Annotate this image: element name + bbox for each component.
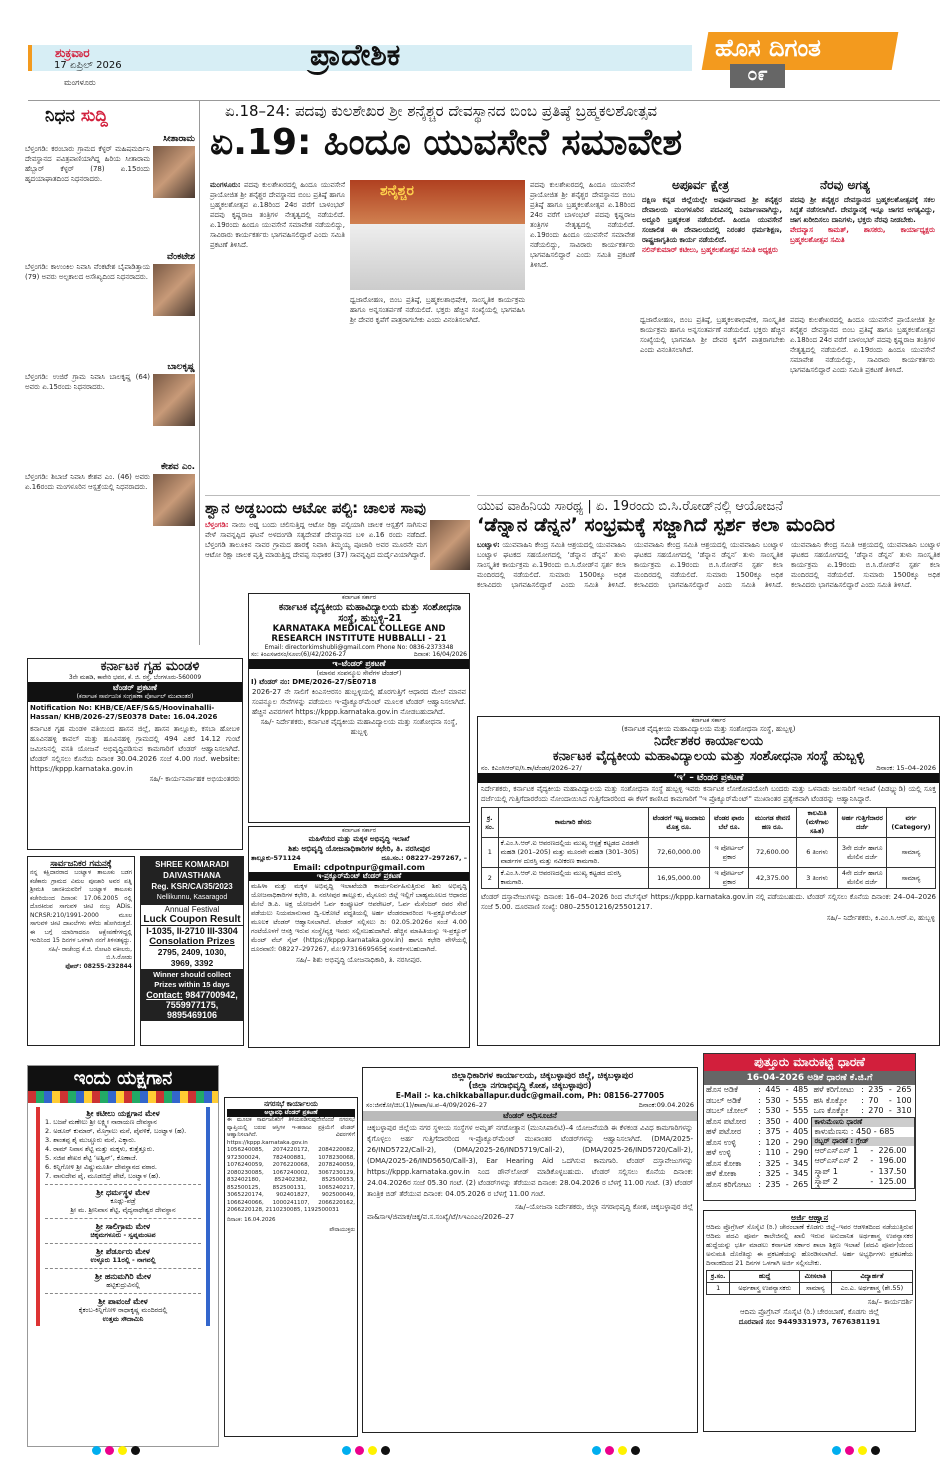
quote-box-2: ನೆರವು ಅಗತ್ಯ ಪದವು ಶ್ರೀ ಶನೈಶ್ಚರ ದೇವಸ್ಥಾನದ ಬ್ರಹ್ಮಕಲಶೋತ್ಸವಕ್ಕೆ ಸಕಲ ಸಿದ್ಧತೆ ನಡೆಸಲಾಗಿದೆ. ದೇವಸ್ಥಾನಕ್ಕೆ ಇನ್ನೂ ಜಾಗದ ಅಗತ್ಯವಿದ್ದು, ಜಾಗ ಖರೀದಿಸಲು ದಾನಿಗಳು, ಭಕ್ತರು ನೆರವು ನೀಡಬೇಕು. ವೇದವ್ಯಾಸ ಕಾಮತ್, ಶಾಸಕರು, ಕಾರ್ಯಾಧ್ಯಕ್ಷರು ಬ್ರಹ್ಮಕಲಶೋತ್ಸವ ಸಮಿತಿ (790, 178, 935, 244)
kmc-tender-table (481, 807, 936, 889)
story3-kicker: ಯುವ ವಾಹಿನಿಯ ಸಾರಥ್ಯ | ಏ. 19ರಂದು ಬಿ.ಸಿ.ರೋಡ್‌ನಲ್ಲಿ ಆಯೋಜನೆ (477, 499, 783, 514)
story2-headline: ಶ್ವಾನ ಅಡ್ಡಬಂದು ಆಟೋ ಪಲ್ಟಿ: ಚಾಲಕ ಸಾವು (205, 499, 427, 517)
table-row: ಆರ್‌ಎಸ್‌ಎಸ್ 1 - 226.00 (814, 1145, 907, 1155)
masthead-logo-text: ಹೊಸ ದಿಗಂತ (715, 34, 821, 62)
table-row: ಹಳೆ ಕೋಕಾ : 325 - 345 (706, 1169, 809, 1178)
table-row: ಹಳೆ ಕರಿಗೋಟು : 235 - 265 (813, 1085, 912, 1094)
obituaries (25, 100, 195, 640)
print-registration-marks (590, 1440, 642, 1459)
story3-headline: ‘ಡೆನ್ನಾನ ಡೆನ್ನನ’ ಸಂಭ್ರಮಕ್ಕೆ ಸಜ್ಜಾಗಿದೆ ಸ್ಪರ್ಶ ಕಲಾ ಮಂದಿರ (477, 514, 835, 536)
lead-story (205, 100, 940, 490)
quote-box-1: ಅಪೂರ್ವ ಕ್ಷೇತ್ರ ದಕ್ಷಿಣ ಕನ್ನಡ ಜಿಲ್ಲೆಯಲ್ಲೇ ಅಪೂರ್ವವಾದ ಶ್ರೀ ಶನೈಶ್ಚರ ದೇವಾಲಯ ಮಂಗಳೂರಿನ ಪದವಿನಲ್ಲಿ ನಿರ್ಮಾಣವಾಗಿದ್ದು, ಅದ್ದೂರಿ ಬ್ರಹ್ಮಕಲಶ ನಡೆಯಲಿದೆ. ಹಿಂದೂ ಯುವಸೇನೆ ಸಂಚಾಲಿತ ಈ ದೇವಾಲಯದಲ್ಲಿ ನಿರಂತರ ಧರ್ಮಶಿಕ್ಷಣ, ರಾಷ್ಟ್ರಜಾಗೃತಿಯ ಕಾರ್ಯ ನಡೆಯಲಿದೆ. ನಲಿನ್‌ಕುಮಾರ್ ಕಟೀಲು, ಬ್ರಹ್ಮಕಲಶೋತ್ಸವ ಸಮಿತಿ ಅಧ್ಯಕ್ಷರು (642, 178, 782, 254)
table-row: ಹಳೆ ಪಟೋರ : 375 - 405 (706, 1127, 809, 1136)
page-number: ೦೯ (730, 64, 785, 88)
story2-photo (430, 520, 470, 570)
table-row: 2 ಕೆ.ಎಂ.ಸಿ.ಆರ್.ಐ ಆವರಣದಲ್ಲಿಯ ಮುಖ್ಯ ಕಟ್ಟಡದ ದುರಸ್ತಿ ಕಾಮಗಾರಿ. 16,95,000.00 ಇ ಪೋರ್ಟಲ್ ಪ್ರಕಾರ 42,375.00 3 ತಿಂಗಳು 4ನೇ ದರ್ಜೆ ಹಾಗೂ ಮೇಲಿನ ದರ್ಜೆ ಸಾಮಾನ್ಯ (482, 868, 936, 889)
table-row: ಡಬಲ್ ಚೋಲ್ : 530 - 555 (706, 1106, 809, 1115)
print-registration-marks (340, 1440, 392, 1459)
obituary-photo (153, 474, 195, 526)
header-day: ಶುಕ್ರವಾರ (55, 46, 90, 60)
lead-body-2: ಧ್ವಜಾರೋಹಣ, ಬಿಂಬ ಪ್ರತಿಷ್ಠೆ, ಬ್ರಹ್ಮಕಲಶಾಭಿಷೇಕ, ಸಾಂಸ್ಕೃತಿಕ ಕಾರ್ಯಕ್ರಮ ಹಾಗೂ ಅನ್ನಸಂತರ್ಪಣೆ ನಡೆಯಲಿದೆ. ಭಕ್ತರು ಹೆಚ್ಚಿನ ಸಂಖ್ಯೆಯಲ್ಲಿ ಭಾಗವಹಿಸಿ ಶ್ರೀ ದೇವರ ಕೃಪೆಗೆ ಪಾತ್ರರಾಗಬೇಕು ಎಂದು ವಿನಂತಿಸಲಾಗಿದೆ. (350, 296, 525, 324)
chikkaballapur-tender-ad: ಜಿಲ್ಲಾಧಿಕಾರಿಗಳ ಕಾರ್ಯಾಲಯ, ಚಿಕ್ಕಬಳ್ಳಾಪುರ ಜಿಲ್ಲೆ, ಚಿಕ್ಕಬಳ್ಳಾಪುರ (ಜಿಲ್ಲಾ ನಗರಾಭಿವೃದ್ಧಿ ಕೋಶ, ಚಿಕ್ಕಬಳ್ಳಾಪುರ) E-Mail :- ka.chikkaballapur.dudc@gmail.com, Ph: 08156-277005 ಸಂ:ಜಿನಕೋ/ಚಿಬ(1)/ಶಾಪಾ/ಅ.ಪ–4/09/2026–27 ದಿನಾಂಕ:09.04.2026 ಟೆಂಡರ್ ಅಧಿಸೂಚನೆ ಚಿಕ್ಕಬಳ್ಳಾಪುರ ಜಿಲ್ಲೆಯ ನಗರ ಸ್ಥಳೀಯ ಸಂಸ್ಥೆಗಳ ಅಮೃತ್ ನಗರೋತ್ಥಾನ (ಮುನಿಸಿಪಾಲಿಟಿ)–4 ಯೋಜನೆಯಡಿ ಈ ಕೆಳಕಂಡ ವಿವಿಧ ಕಾಮಗಾರಿಗಳನ್ನು ಕೈಗೊಳ್ಳಲು ಅರ್ಹ ಗುತ್ತಿಗೆದಾರರಿಂದ ಇ-ಪ್ರೊಕ್ಯೂರ್‌ಮೆಂಟ್ ಮುಖಾಂತರ ಟೆಂಡರ್‌ಗಳನ್ನು ಆಹ್ವಾನಿಸಲಾಗಿದೆ. (DMA/2025-26/IND5722/Call-2), (DMA/2025-26/IND5719/Call-2), (DMA/2025-26/IND5720/Call-2), (DMA/2025-26/IND5650/Call-3), Ear Hearing Aid ಒದಗಿಸುವ ಕಾಮಗಾರಿ. ಟೆಂಡರ್ ದಸ್ತಾವೇಜುಗಳನ್ನು https://kppp.karnataka.gov.in ನಿಂದ ಡೌನ್‌ಲೋಡ್ ಮಾಡಿಕೊಳ್ಳಬಹುದು. ಟೆಂಡರ್ ಸಲ್ಲಿಸಲು ಕೊನೆಯ ದಿನಾಂಕ: 24.04.2026ರ ಸಂಜೆ 05.30 ಗಂಟೆ. (2) ಟೆಂಡರ್‌ಗಳನ್ನು ತೆರೆಯುವ ದಿನಾಂಕ: 28.04.2026 ರ ಬೆಳಗ್ಗೆ 11.00 ಗಂಟೆ. (3) ಟೆಂಡರ್ ತಾಂತ್ರಿಕ ಬಿಡ್ ತೆರೆಯುವ ದಿನಾಂಕ: 04.05.2026 ರ ಬೆಳಗ್ಗೆ 11.00 ಗಂಟೆ. ಸಹಿ/–ಯೋಜನಾ ನಿರ್ದೇಶಕರು, ಜಿಲ್ಲಾ ನಗರಾಭಿವೃದ್ಧಿ ಕೋಶ, ಚಿಕ್ಕಬಳ್ಳಾಪುರ ಜಿಲ್ಲೆ ವಾ&ಸಾಇ/ಜಿಮಾಕ/ಚಿಕ್ಕ/ವ.ಸ.ಸಂಖ್ಯೆ/ಟೆ/ಸಿಇಎಂಎಂ/2026–27 (362, 1067, 698, 1433)
obituary-item: ಬಾಲಕೃಷ್ಣ ಬೆಳ್ತಂಗಡಿ: ಉಜಿರೆ ಗ್ರಾಮ ನಿವಾಸಿ ಬಾಲಕೃಷ್ಣ (64) ಅವರು ಏ.15ರಂದು ನಿಧನರಾದರು. (25, 362, 195, 462)
khb-tender-ad: ಕರ್ನಾಟಕ ಗೃಹ ಮಂಡಳಿ 3ನೇ ಮಹಡಿ, ಕಾವೇರಿ ಭವನ, ಕೆ. ಜಿ. ರಸ್ತೆ, ಬೆಂಗಳೂರು-560009 ಟೆಂಡರ್ ಪ್ರಕಟಣೆ (ಕರ್ನಾಟಕ ಸಾರ್ವಜನಿಕ ಸಂಗ್ರಹಣಾ ಪೋರ್ಟಲ್ ಮುಖಾಂತರ) Notification No: KHB/CE/AEF/S&S/Hoovinahalli-Hassan/ KHB/2026-27/SE0378 Date: 16.04.2026 ಕರ್ನಾಟಕ ಗೃಹ ಮಂಡಳಿ ವತಿಯಿಂದ ಹಾಸನ ಜಿಲ್ಲೆ, ಹಾಸನ ತಾಲ್ಲೂಕು, ಕಸಬಾ ಹೋಬಳಿ ಹೂವಿನಹಳ್ಳಿ ಕಾವಲ್ ಮತ್ತು ಹೂವಿನಹಳ್ಳಿ ಗ್ರಾಮದಲ್ಲಿ 494 ಎಕರೆ 14.12 ಗುಂಟೆ ಜಮೀನಿನಲ್ಲಿ ವಸತಿ ಯೋಜನೆ ಅಭಿವೃದ್ಧಿಪಡಿಸುವ ಕಾಮಗಾರಿಗೆ ಟೆಂಡರ್ ಆಹ್ವಾನಿಸಲಾಗಿದೆ. ಟೆಂಡರ್ ಸಲ್ಲಿಸಲು ಕೊನೆಯ ದಿನಾಂಕ 30.04.2026 ಸಂಜೆ 4.00 ಗಂಟೆ. website: https://kppp.karnataka.gov.in ಸಹಿ/- ಕಾರ್ಯನಿರ್ವಾಹಕ ಅಭಿಯಂತರರು (27, 658, 243, 850)
header-city: ಮಂಗಳೂರು (64, 78, 96, 87)
header (0, 0, 945, 100)
obituary-photo (153, 146, 195, 198)
story-auto-accident: ಶ್ವಾನ ಅಡ್ಡಬಂದು ಆಟೋ ಪಲ್ಟಿ: ಚಾಲಕ ಸಾವು ಬೆಳ್ತಂಗಡಿ: ನಾಯಿ ಅಡ್ಡ ಬಂದು ಚಲಿಸುತ್ತಿದ್ದ ಆಟೋ ರಿಕ್ಷಾ ಪಲ್ಟಿಯಾಗಿ ಚಾಲಕ ಆಸ್ಪತ್ರೆಗೆ ಸಾಗಿಸುವ ವೇಳೆ ಸಾವನ್ನಪ್ಪಿದ ಘಟನೆ ಅಳದಂಗಡಿ ಸತ್ಯದೇವತೆ ದೇವಸ್ಥಾನದ ಬಳಿ ಏ.16 ರಂದು ನಡೆದಿದೆ. ಬೆಳ್ತಂಗಡಿ ತಾಲೂಕಿನ ನಾವರ ಗ್ರಾಮದ ಹಾರಕ್ಕೆ ನಿವಾಸಿ ತಿಮ್ಮಯ್ಯ ಪೂಜಾರಿ ಅವರ ಮೂರನೇ ಮಗ ಆಟೋ ರಿಕ್ಷಾ ಚಾಲಕ ವೃತ್ತಿ ಮಾಡುತ್ತಿದ್ದ ದೇವಪ್ಪ ಸುಧಾಕರ (37) ಸಾವನ್ನಪ್ಪಿದ ದುರ್ದೈವಿಯಾಗಿದ್ದಾರೆ. (205, 495, 470, 590)
lead-headline: ಏ.19: ಹಿಂದೂ ಯುವಸೇನೆ ಸಮಾವೇಶ (210, 122, 683, 163)
table-row: ಹಸಿ ಕೊಕ್ಕೋ : 70 - 100 (813, 1095, 912, 1105)
table-row: ಹೊಸ ಪಟೋರ : 350 - 400 (706, 1116, 809, 1126)
municipal-tender-ad: ನಗರಸಭೆ ಕಾರ್ಯಾಲಯ ಅಲ್ಪಾವಧಿ ಟೆಂಡರ್ ಪ್ರಕಟಣೆ ಈ ಮೂಲಕ ಸಾರ್ವಜನಿಕರಿಗೆ ತಿಳಿಯಪಡಿಸುವುದೇನೆಂದರೆ ನಗರಸಭೆ ವ್ಯಾಪ್ತಿಯಲ್ಲಿ ಬರುವ ಆಸ್ತಿಗಳ ಇ-ಹರಾಜು ಪ್ರಕ್ರಿಯೆಗೆ ಟೆಂಡರ್ ಆಹ್ವಾನಿಸಲಾಗಿದೆ. ವಿವರಗಳಿಗೆ https://kppp.karnataka.gov.in 1056240085, 2074220172, 2084220082, 972300024, 782400881, 1078230068, 1076240059, 2076220068, 2078240059, 2080230085, 1067240002, 3067230129, 832402180, 852402382, 852500053, 852500125, 852500131, 1065240217, 3065220174, 902401827, 902500049, 1066240066, 1000241107, 2066220162, 2066220128, 2110230085, 1192500031 ದಿನಾಂಕ: 16.04.2026 ಪೌರಾಯುಕ್ತರು (224, 1097, 358, 1437)
obituary-item: ವೆಂಕಟೇಶ ಬೆಳ್ತಂಗಡಿ: ಕಾಉಂಕಿಲ ನಿವಾಸಿ ವೆಂಕಟೇಶ ಬೈಪಾಡಿತ್ತಾಯ (79) ಅವರು ಅಲ್ಪಕಾಲದ ಅಸೌಖ್ಯದಿಂದ ನಿಧನರಾದರು. (25, 252, 195, 362)
obituary-photo (153, 264, 195, 316)
lead-body-4: ಧ್ವಜಾರೋಹಣ, ಬಿಂಬ ಪ್ರತಿಷ್ಠೆ, ಬ್ರಹ್ಮಕಲಶಾಭಿಷೇಕ, ಸಾಂಸ್ಕೃತಿಕ ಕಾರ್ಯಕ್ರಮ ಹಾಗೂ ಅನ್ನಸಂತರ್ಪಣೆ ನಡೆಯಲಿದೆ. ಭಕ್ತರು ಹೆಚ್ಚಿನ ಸಂಖ್ಯೆಯಲ್ಲಿ ಭಾಗವಹಿಸಿ ಶ್ರೀ ದೇವರ ಕೃಪೆಗೆ ಪಾತ್ರರಾಗಬೇಕು ಎಂದು ವಿನಂತಿಸಲಾಗಿದೆ. (640, 316, 785, 354)
kmc-e-tender-ad: ಕರ್ನಾಟಕ ಸರ್ಕಾರ ಕರ್ನಾಟಕ ವೈದ್ಯಕೀಯ ಮಹಾವಿದ್ಯಾಲಯ ಮತ್ತು ಸಂಶೋಧನಾ ಸಂಸ್ಥೆ, ಹುಬ್ಬಳ್ಳಿ–21 KARNATAKA MEDICAL COLLEGE AND RESEARCH INSTITUTE HUBBALLI - 21 Email: directorkimshubli@gmail.com Phone No: 0836-2373348 ಸಂ: ಕಿಂಎಸಆರಸಂ/ಸೂಉ(6)/42/2026-27 ದಿನಾಂಕ: 16/04/2026 ಇ–ಟೆಂಡರ್ ಪ್ರಕಟಣೆ (ಮಾನವ ಸಂಪನ್ಮೂಲ ಸೇವೆಗಳ ಟೆಂಡರ್) I) ಟೆಂಡರ್ ನಂ: DME/2026-27/SE0718 2026-27 ನೇ ಸಾಲಿಗೆ ಕಿಂಎಸಆರಸಂ ಹುಬ್ಬಳ್ಳಿಯಲ್ಲಿ ಹೊರಗುತ್ತಿಗೆ ಆಧಾರದ ಮೇಲೆ ಮಾನವ ಸಂಪನ್ಮೂಲ ಸೇವೆಗಳನ್ನು ಪಡೆಯಲು ಇ-ಪ್ರೊಕ್ಯೂರ್‌ಮೆಂಟ್ ಮೂಲಕ ಟೆಂಡರ್ ಆಹ್ವಾನಿಸಲಾಗಿದೆ. ಹೆಚ್ಚಿನ ವಿವರಗಳಿಗೆ https://kppp.karnataka.gov.in ನೋಡಬಹುದಾಗಿದೆ. ಸಹಿ/- ನಿರ್ದೇಶಕರು, ಕರ್ನಾಟಕ ವೈದ್ಯಕೀಯ ಮಹಾವಿದ್ಯಾಲಯ ಮತ್ತು ಸಂಶೋಧನಾ ಸಂಸ್ಥೆ, ಹುಬ್ಬಳ್ಳಿ (248, 593, 470, 823)
obituary-item: ಕೇಶವ ಎಂ. ಬೆಳ್ತಂಗಡಿ: ಶಿಬಾಜೆ ನಿವಾಸಿ ಕೇಶವ ಎಂ. (46) ಅವರು ಏ.16ರಂದು ಮಂಗಳೂರಿನ ಆಸ್ಪತ್ರೆಯಲ್ಲಿ ನಿಧನರಾದರು. (25, 462, 195, 572)
lead-kicker: ಏ.18–24: ಪದವು ಕುಲಶೇಖರ ಶ್ರೀ ಶನೈಶ್ಚರ ದೇವಸ್ಥಾನದ ಬಿಂಬ ಪ್ರತಿಷ್ಠೆ ಬ್ರಹ್ಮಕಲಶೋತ್ಸವ (225, 102, 658, 120)
header-date: 17 ಏಪ್ರಿಲ್ 2026 (54, 60, 122, 71)
table-row: 1 ಅರ್ಥಶಾಸ್ತ್ರ ಉಪನ್ಯಾಸಕರು ಸಾಮಾನ್ಯ ಎಂ.ಎ. ಅರ್ಥಶಾಸ್ತ್ರ (ಶೇ.55) (707, 1283, 913, 1295)
lead-dateline: ಮಂಗಳೂರು: (210, 181, 241, 189)
table-row: ಒಣ ಕೊಕ್ಕೋ : 270 - 310 (813, 1106, 912, 1115)
print-registration-marks (830, 1440, 882, 1459)
table-row: ಆರ್‌ಎಸ್‌ಎಸ್ 2 - 196.00 (814, 1156, 907, 1165)
table-row: ಹಳೆ ಉಳ್ಳಿ : 110 - 290 (706, 1148, 809, 1157)
obituary-photo (153, 374, 195, 426)
obituary-item: ಸೀತಾರಾಮ ಬೆಳ್ತಂಗಡಿ: ಕರಂಬಾರು ಗ್ರಾಮದ ಕೆಳ್ಳರ್ ಮಹಿಷಮರ್ದಿನಿ ದೇವಸ್ಥಾನದ ಪವಿತ್ರಪಾಣಿಯಾಗಿದ್ದ ಹಿರಿಯ ಸೀತಾರಾಮ ಹೆಬ್ಬಾರ್ ಕೆಳ್ಳರ್ (78) ಏ.15ರಂದು ಹೃದಯಾಘಾತದಿಂದ ನಿಧನರಾದರು. (25, 134, 195, 252)
story3-body: ಯುವವಾಹಿನಿ ಕೇಂದ್ರ ಸಮಿತಿ ಆಶ್ರಯದಲ್ಲಿ ಯುವವಾಹಿನಿ ಬಂಟ್ವಾಳ ಘಟಕದ ಸಹಯೋಗದಲ್ಲಿ ‘ಡೆನ್ನಾನ ಡೆನ್ನನ’ ತುಳು ಸಾಂಸ್ಕೃತಿಕ ಕಾರ್ಯಕ್ರಮ ಏ.19ರಂದು ಬಿ.ಸಿ.ರೋಡ್‌ನ ಸ್ಪರ್ಶ ಕಲಾ ಮಂದಿರದಲ್ಲಿ ನಡೆಯಲಿದೆ. ಸುಮಾರು 1500ಕ್ಕೂ ಅಧಿಕ ಕಲಾವಿದರು ಭಾಗವಹಿಸಲಿದ್ದಾರೆ ಎಂದು ಸಮಿತಿ ತಿಳಿಸಿದೆ. (477, 541, 626, 589)
table-row: 1 ಕೆ.ಎಂ.ಸಿ.ಆರ್.ಐ ಆವರಣದಲ್ಲಿಯ ಮುಖ್ಯ ಆಸ್ಪತ್ರೆ ಕಟ್ಟಡದ ಎರಡನೇ ಮಹಡಿ (201–205) ಮತ್ತು ಮೂರನೇ ಮಹಡಿ (301–305) ವಾರ್ಡಗಳ ದುರಸ್ತಿ ಮತ್ತು ನವೀಕರಣ ಕಾಮಗಾರಿ. 72,60,000.00 ಇ ಪೋರ್ಟಲ್ ಪ್ರಕಾರ 72,600.00 6 ತಿಂಗಳು 3ನೇ ದರ್ಜೆ ಹಾಗೂ ಮೇಲಿನ ದರ್ಜೆ ಸಾಮಾನ್ಯ (482, 838, 936, 868)
yakshagana-listing: ಇಂದು ಯಕ್ಷಗಾನ ಶ್ರೀ ಕಟೀಲು ಯಕ್ಷಗಾನ ಮೇಳ 1. ಬಜಪೆ ಮಣೇಲು ಶ್ರೀ ಲಕ್ಷ್ಮೀ ನಾರಾಯಣ ದೇವಸ್ಥಾನ 2. ಅಡೂರ್ ಕುಮಾರ್, ಮೊಗ್ರಾಲು ಮನೆ, ಪೈವಳಿಕೆ, ಬಂಟ್ವಾಳ (ಹ). 3. ಶಾಂತಪ್ಪ ಶೈ ಮುಚ್ಚೂರು ಮನೆ, ಎಕ್ಕಾರು. 4. ರಾಮ್ ನಿವಾಸ ಶೆಟ್ಟಿ ಮತ್ತು ಮಕ್ಕಳು, ಕುತ್ತೆತ್ತೂರು. 5. ಸಜಿಪ ಶೇಖರ ಶೆಟ್ಟಿ ‘ಅಶ್ವಿನ್’, ಕೊಣಾಜೆ. 6. ಕಿನ್ನಿಗೋಳಿ ಶ್ರೀ ವಿಷ್ಣುಮೂರ್ತಿ ದೇವಸ್ಥಾನದ ವಠಾರ. 7. ವಾಸುದೇವ ಪೈ, ಮೂಡಬಿದ್ರೆ ಪೇಟೆ, ಬಂಟ್ವಾಳ (ಹ). ಶ್ರೀ ಧರ್ಮಸ್ಥಳ ಮೇಳ ಕೂಡ್ಲು-ಪಡ್ರೆ ಶ್ರೀ ಮ. ಶ್ರೀನಿವಾಸ ಶೆಟ್ಟಿ, ವೈದ್ಯನಾಥೇಶ್ವರ ದೇವಸ್ಥಾನ ಶ್ರೀ ಸಾಲಿಗ್ರಾಮ ಮೇಳ ಚಿಕ್ಕಮಗಳೂರು - ಸ್ವಪ್ನಮಂಟಪ ಶ್ರೀ ಪೆರ್ಡೂರು ಮೇಳ ಉಳ್ಳೂರು 11ರಲ್ಲಿ - ನಾಗವಲ್ಲಿ ಶ್ರೀ ಹನುಮಗಿರಿ ಮೇಳ ಹಟ್ಟಿಕುದ್ರುವಿನಲ್ಲಿ ಶ್ರೀ ಪಾವಂಜೆ ಮೇಳ ಕೈಕಂಬ-ಕಿನ್ನಿಗೋಳಿ ರಾಧಾಕೃಷ್ಣ ಮಂದಿರದಲ್ಲಿ ಉತ್ತಮ ಸೌದಾಮಿನಿ (27, 1065, 219, 1447)
table-row: ಹೊಸ ಕರಿಗೋಟು : 235 - 265 (706, 1179, 809, 1189)
lead-body-5: ಪದವು ಕುಲಶೇಖರದಲ್ಲಿ ಹಿಂದೂ ಯುವಸೇನೆ ಪ್ರಾಯೋಜಿತ ಶ್ರೀ ಶನೈಶ್ಚರ ದೇವಸ್ಥಾನದ ಬಿಂಬ ಪ್ರತಿಷ್ಠೆ ಹಾಗೂ ಬ್ರಹ್ಮಕಲಶೋತ್ಸವ ಏ.18ರಿಂದ 24ರ ವರೆಗೆ ಬಾಳಂಭಟ್ ಪದವು ಕೃಷ್ಣರಾಜ ತಂತ್ರಿಗಳ ನೇತೃತ್ವದಲ್ಲಿ ನಡೆಯಲಿದೆ. ಏ.19ರಂದು ಹಿಂದೂ ಯುವಸೇನೆ ಸಮಾವೇಶ ನಡೆಯಲಿದ್ದು, ಸಾವಿರಾರು ಕಾರ್ಯಕರ್ತರು ಭಾಗವಹಿಸಲಿದ್ದಾರೆ ಎಂದು ಸಮಿತಿ ಪ್ರಕಟಣೆ ತಿಳಿಸಿದೆ. (790, 316, 935, 374)
rubber-price-table (812, 1146, 914, 1188)
table-header-row: ಕ್ರ. ಸಂ. ಕಾಮಗಾರಿ ಹೆಸರು ಟೆಂಡರಗೆ ಇಟ್ಟ ಅಂದಾಜು ಮೊತ್ತ ರೂ. ಟೆಂಡರ ಫಾರಂ ಬೆಲೆ ರೂ. ಮುಂಗಡ ಠೇವಣಿ ಹಣ ರೂ. ಕಾಲಮಿತಿ (ಮಳೆಗಾಲ ಸಹಿತ) ಅರ್ಹ ಗುತ್ತಿಗೆದಾರರ ದರ್ಜೆ ವರ್ಗ (Category) (482, 808, 936, 838)
puttur-market-rates: ಪುತ್ತೂರು ಮಾರುಕಟ್ಟೆ ಧಾರಣೆ 16-04-2026 ಅಡಿಕೆ ಧಾರಣೆ ಕೆ.ಜಿ.ಗೆ ಹೊಸ ಅಡಿಕೆ : 445 - 485 ಡಬಲ್ ಅಡಿಕೆ : 530 - 555 ಡಬಲ್ ಚೋಲ್ : 530 - 555 ಹೊಸ ಪಟೋರ : 350 - 400 ಹಳೆ ಪಟೋರ : 375 - 405 ಹೊಸ ಉಳ್ಳಿ : 120 - 290 ಹಳೆ ಉಳ್ಳಿ : 110 - 290 ಹೊಸ ಕೋಕಾ : 325 - 345 ಹಳೆ ಕೋಕಾ : 325 - 345 ಹೊಸ ಕರಿಗೋಟು : 235 - 265 ಹಳೆ ಕರಿಗೋಟು : 235 - 265 ಹಸಿ ಕೊಕ್ಕೋ : 70 - 100 ಒಣ ಕೊಕ್ಕೋ : 270 - 310 ಕಾಳುಮೆಣಸು ಧಾರಣೆ ಕಾಳುಮೆಣಸು : 450 - 685 ರಬ್ಬರ್ ಧಾರಣೆ : ಗ್ರೇಡ್ ಆರ್‌ಎಸ್‌ಎಸ್ 1 - 226.00 ಆರ್‌ಎಸ್‌ಎಸ್ 2 - 196.00 ಸ್ಕ್ರಾಪ್ 1 - 137.50 ಸ್ಕ್ರಾಪ್ 2 - 125.00 (703, 1053, 916, 1201)
table-header-row: ಕ್ರ.ಸಂ. ಹುದ್ದೆ ಮೀಸಲಾತಿ ವಿದ್ಯಾರ್ಹತೆ (707, 1271, 913, 1283)
table-row: ಸ್ಕ್ರಾಪ್ 1 - 137.50 (814, 1166, 907, 1176)
komaradi-lucky-coupon-ad: SHREE KOMARADI DAIVASTHANA Reg. KSR/CA/35/2023 Nellikunnu, Kasaragod Annual Festival Luck Coupon Result I-1035, II-2710 III-3304 Consolation Prizes 2795, 2409, 1030, 3969, 3392 Winner should collect Prizes within 15 days Contact: 9847700942, 7559977175, 9895469106 (140, 856, 244, 1046)
lead-photo: ಶನೈಶ್ಚರ (350, 180, 525, 290)
table-row: ಹೊಸ ಉಳ್ಳಿ : 120 - 290 (706, 1137, 809, 1147)
table-row: ಸ್ಕ್ರಾಪ್ 2 - 125.00 (814, 1177, 907, 1186)
lead-body-3: ಪದವು ಕುಲಶೇಖರದಲ್ಲಿ ಹಿಂದೂ ಯುವಸೇನೆ ಪ್ರಾಯೋಜಿತ ಶ್ರೀ ಶನೈಶ್ಚರ ದೇವಸ್ಥಾನದ ಬಿಂಬ ಪ್ರತಿಷ್ಠೆ ಹಾಗೂ ಬ್ರಹ್ಮಕಲಶೋತ್ಸವ ಏ.18ರಿಂದ 24ರ ವರೆಗೆ ಬಾಳಂಭಟ್ ಪದವು ಕೃಷ್ಣರಾಜ ತಂತ್ರಿಗಳ ನೇತೃತ್ವದಲ್ಲಿ ನಡೆಯಲಿದೆ. ಏ.19ರಂದು ಹಿಂದೂ ಯುವಸೇನೆ ಸಮಾವೇಶ ನಡೆಯಲಿದ್ದು, ಸಾವಿರಾರು ಕಾರ್ಯಕರ್ತರು ಭಾಗವಹಿಸಲಿದ್ದಾರೆ ಎಂದು ಸಮಿತಿ ಪ್ರಕಟಣೆ ತಿಳಿಸಿದೆ. (530, 181, 635, 269)
arecanut-price-table (704, 1085, 811, 1190)
table-row: ಹೊಸ ಕೋಕಾ : 325 - 345 (706, 1158, 809, 1168)
story2-body: ನಾಯಿ ಅಡ್ಡ ಬಂದು ಚಲಿಸುತ್ತಿದ್ದ ಆಟೋ ರಿಕ್ಷಾ ಪಲ್ಟಿಯಾಗಿ ಚಾಲಕ ಆಸ್ಪತ್ರೆಗೆ ಸಾಗಿಸುವ ವೇಳೆ ಸಾವನ್ನಪ್ಪಿದ ಘಟನೆ ಅಳದಂಗಡಿ ಸತ್ಯದೇವತೆ ದೇವಸ್ಥಾನದ ಬಳಿ ಏ.16 ರಂದು ನಡೆದಿದೆ. ಬೆಳ್ತಂಗಡಿ ತಾಲೂಕಿನ ನಾವರ ಗ್ರಾಮದ ಹಾರಕ್ಕೆ ನಿವಾಸಿ ತಿಮ್ಮಯ್ಯ ಪೂಜಾರಿ ಅವರ ಮೂರನೇ ಮಗ ಆಟೋ ರಿಕ್ಷಾ ಚಾಲಕ ವೃತ್ತಿ ಮಾಡುತ್ತಿದ್ದ ದೇವಪ್ಪ ಸುಧಾಕರ (37) ಸಾವನ್ನಪ್ಪಿದ ದುರ್ದೈವಿಯಾಗಿದ್ದಾರೆ. (205, 521, 427, 559)
job-table (706, 1270, 913, 1295)
cdpo-tender-ad: ಕರ್ನಾಟಕ ಸರ್ಕಾರ ಮಹಿಳೆಯರ ಮತ್ತು ಮಕ್ಕಳ ಅಭಿವೃದ್ಧಿ ಇಲಾಖೆ ಶಿಶು ಅಭಿವೃದ್ಧಿ ಯೋಜನಾಧಿಕಾರಿಗಳ ಕಛೇರಿ, ತಿ. ನರಸೀಪುರ ತಾಲ್ಲೂಕು-571124 ದೂ.ಸಂ.: 08227–297267, – Email: cdpotnpur@gmail.com ಇ-ಪ್ರಕ್ಯೂರ್‌ಮೆಂಟ್ ಟೆಂಡರ್ ಪ್ರಕಟಣೆ ಮಹಿಳಾ ಮತ್ತು ಮಕ್ಕಳ ಅಭಿವೃದ್ಧಿ ಇಲಾಖೆಯಡಿ ಕಾರ್ಯನಿರ್ವಹಿಸುತ್ತಿರುವ ಶಿಶು ಅಭಿವೃದ್ಧಿ ಯೋಜನಾಧಿಕಾರಿಗಳ ಕಛೇರಿ, ತಿ. ನರಸೀಪುರ ತಾಲ್ಲೂಕು, ಮೈಸೂರು ಜಿಲ್ಲೆ ಇಲ್ಲಿಗೆ ಬಾಹ್ಯಮೂಲದ ಆಧಾರದ ಮೇಲೆ ಡಿ.ಪಿ. ಅಕ್ಷ ಯೋಜನೆಗೆ ಓರ್ವ ಕಂಪ್ಯೂಟರ್ ಆಪರೇಟರ್, ಓರ್ವ ಮೆಸೆಂಜರ್ ರವರ ಸೇವೆ ಪಡೆಯಲು ನಿಯಮಾನುಸಾರ ದ್ವಿ-ಲಕೋಟೆ ಪದ್ಧತಿಯಲ್ಲಿ ಅರ್ಹ ಟೆಂಡರದಾರರಿಂದ ಇ-ಪ್ರಕ್ಯೂರ್‌ಮೆಂಟ್ ಮೂಲಕ ಟೆಂಡರ್ ಆಹ್ವಾನಿಸಲಾಗಿದೆ. ಟೆಂಡರ್ ಸಲ್ಲಿಸಲು ದಿ: 02.05.2026ರ ಸಂಜೆ 4.00 ಗಂಟೆಯೊಳಗೆ ಆಸಕ್ತಿ ಇರುವ ಸಂಸ್ಥೆ/ವ್ಯಕ್ತಿ ಇವರು ಸಲ್ಲಿಸಬಹುದಾಗಿದೆ. ಹೆಚ್ಚಿನ ಮಾಹಿತಿಯನ್ನು ಇ-ಪ್ರಕ್ಯೂರ್ ಮೆಂಟ್ ವೆಬ್ ಸೈಟ್ (https://kppp.karnataka.gov.in) ಹಾಗೂ ಕಛೇರಿ ವೇಳೆಯಲ್ಲಿ ದೂರವಾಣಿ: 08227–297267, ಮೊ:9731669565ಕ್ಕೆ ಸಂಪರ್ಕಿಸಬಹುದಾಗಿದೆ. ಸಹಿ/– ಶಿಶು ಅಭಿವೃದ್ಧಿ ಯೋಜನಾಧಿಕಾರಿ, ತಿ. ನರಸೀಪುರ. (248, 826, 470, 1048)
cocoa-price-table (811, 1085, 915, 1117)
story-dennana: ಯುವ ವಾಹಿನಿಯ ಸಾರಥ್ಯ | ಏ. 19ರಂದು ಬಿ.ಸಿ.ರೋಡ್‌ನಲ್ಲಿ ಆಯೋಜನೆ ‘ಡೆನ್ನಾನ ಡೆನ್ನನ’ ಸಂಭ್ರಮಕ್ಕೆ ಸಜ್ಜಾಗಿದೆ ಸ್ಪರ್ಶ ಕಲಾ ಮಂದಿರ ಬಂಟ್ವಾಳ: ಯುವವಾಹಿನಿ ಕೇಂದ್ರ ಸಮಿತಿ ಆಶ್ರಯದಲ್ಲಿ ಯುವವಾಹಿನಿ ಬಂಟ್ವಾಳ ಘಟಕದ ಸಹಯೋಗದಲ್ಲಿ ‘ಡೆನ್ನಾನ ಡೆನ್ನನ’ ತುಳು ಸಾಂಸ್ಕೃತಿಕ ಕಾರ್ಯಕ್ರಮ ಏ.19ರಂದು ಬಿ.ಸಿ.ರೋಡ್‌ನ ಸ್ಪರ್ಶ ಕಲಾ ಮಂದಿರದಲ್ಲಿ ನಡೆಯಲಿದೆ. ಸುಮಾರು 1500ಕ್ಕೂ ಅಧಿಕ ಕಲಾವಿದರು ಭಾಗವಹಿಸಲಿದ್ದಾರೆ ಎಂದು ಸಮಿತಿ ತಿಳಿಸಿದೆ. ಯುವವಾಹಿನಿ ಕೇಂದ್ರ ಸಮಿತಿ ಆಶ್ರಯದಲ್ಲಿ ಯುವವಾಹಿನಿ ಬಂಟ್ವಾಳ ಘಟಕದ ಸಹಯೋಗದಲ್ಲಿ ‘ಡೆನ್ನಾನ ಡೆನ್ನನ’ ತುಳು ಸಾಂಸ್ಕೃತಿಕ ಕಾರ್ಯಕ್ರಮ ಏ.19ರಂದು ಬಿ.ಸಿ.ರೋಡ್‌ನ ಸ್ಪರ್ಶ ಕಲಾ ಮಂದಿರದಲ್ಲಿ ನಡೆಯಲಿದೆ. ಸುಮಾರು 1500ಕ್ಕೂ ಅಧಿಕ ಕಲಾವಿದರು ಭಾಗವಹಿಸಲಿದ್ದಾರೆ ಎಂದು ಸಮಿತಿ ತಿಳಿಸಿದೆ. ಯುವವಾಹಿನಿ ಕೇಂದ್ರ ಸಮಿತಿ ಆಶ್ರಯದಲ್ಲಿ ಯುವವಾಹಿನಿ ಬಂಟ್ವಾಳ ಘಟಕದ ಸಹಯೋಗದಲ್ಲಿ ‘ಡೆನ್ನಾನ ಡೆನ್ನನ’ ತುಳು ಸಾಂಸ್ಕೃತಿಕ ಕಾರ್ಯಕ್ರಮ ಏ.19ರಂದು ಬಿ.ಸಿ.ರೋಡ್‌ನ ಸ್ಪರ್ಶ ಕಲಾ ಮಂದಿರದಲ್ಲಿ ನಡೆಯಲಿದೆ. ಸುಮಾರು 1500ಕ್ಕೂ ಅಧಿಕ ಕಲಾವಿದರು ಭಾಗವಹಿಸಲಿದ್ದಾರೆ ಎಂದು ಸಮಿತಿ ತಿಳಿಸಿದೆ. (477, 495, 940, 710)
job-application-ad: ಅರ್ಜಿ ಆಹ್ವಾನ ಆದಿಮ ಪ್ರೊಗ್ರೆಸಿವ್ ಸೊಸೈಟಿ (ರಿ.) ಚೇರಂಬಾಣೆ ಕೊಡಗು ಜಿಲ್ಲೆ–ಇವರ ಆಡಳಿತದಿಂದ ನಡೆಯುತ್ತಿರುವ ಆದಿಮ ಪದವಿ ಪೂರ್ವ ಕಾಲೇಜಿನಲ್ಲಿ ಖಾಲಿ ಇರುವ ಅನುದಾನಿತ ಅರ್ಥಶಾಸ್ತ್ರ ಉಪನ್ಯಾಸಕರ ಹುದ್ದೆಯನ್ನು ಭರ್ತಿ ಮಾಡಲು ಕರ್ನಾಟಕ ಸರ್ಕಾರ ಶಾಲಾ ಶಿಕ್ಷಣ ಇಲಾಖೆ (ಪದವಿ ಪೂರ್ವ)ಯಿಂದ ಅನುಮತಿ ದೊರೆತಿದ್ದು ಈ ಪ್ರಕಟಣೆಯನ್ನು ಹೊರಡಿಸಲಾಗಿದೆ. ಅರ್ಹ ಅಭ್ಯರ್ಥಿಗಳು ಪ್ರಕಟಣೆಯ ದಿನಾಂಕದಿಂದ 21 ದಿನಗಳ ಒಳಗಾಗಿ ಅರ್ಜಿ ಸಲ್ಲಿಸಬೇಕು. ಕ್ರ.ಸಂ. ಹುದ್ದೆ ಮೀಸಲಾತಿ ವಿದ್ಯಾರ್ಹತೆ 1 ಅರ್ಥಶಾಸ್ತ್ರ ಉಪನ್ಯಾಸಕರು ಸಾಮಾನ್ಯ ಎಂ.ಎ. ಅರ್ಥಶಾಸ್ತ್ರ (ಶೇ.55) ಸಹಿ/– ಕಾರ್ಯದರ್ಶಿ ಆದಿಮ ಪ್ರೊಗ್ರೆಸಿವ್ ಸೊಸೈಟಿ (ರಿ.) ಚೇರಂಬಾಣೆ, ಕೊಡಗು ಜಿಲ್ಲೆ ದೂರವಾಣಿ ಸಂ: 9449331973, 7676381191 (703, 1210, 916, 1432)
lead-body: ಪದವು ಕುಲಶೇಖರದಲ್ಲಿ ಹಿಂದೂ ಯುವಸೇನೆ ಪ್ರಾಯೋಜಿತ ಶ್ರೀ ಶನೈಶ್ಚರ ದೇವಸ್ಥಾನದ ಬಿಂಬ ಪ್ರತಿಷ್ಠೆ ಹಾಗೂ ಬ್ರಹ್ಮಕಲಶೋತ್ಸವ ಏ.18ರಿಂದ 24ರ ವರೆಗೆ ಬಾಳಂಭಟ್ ಪದವು ಕೃಷ್ಣರಾಜ ತಂತ್ರಿಗಳ ನೇತೃತ್ವದಲ್ಲಿ ನಡೆಯಲಿದೆ. ಏ.19ರಂದು ಹಿಂದೂ ಯುವಸೇನೆ ಸಮಾವೇಶ ನಡೆಯಲಿದ್ದು, ಸಾವಿರಾರು ಕಾರ್ಯಕರ್ತರು ಭಾಗವಹಿಸಲಿದ್ದಾರೆ ಎಂದು ಸಮಿತಿ ಪ್ರಕಟಣೆ ತಿಳಿಸಿದೆ. (210, 181, 345, 249)
print-registration-marks (90, 1440, 142, 1459)
kmc-works-tender-ad: ಕರ್ನಾಟಕ ಸರ್ಕಾರ (ಕರ್ನಾಟಕ ವೈದ್ಯಕೀಯ ಮಹಾವಿದ್ಯಾಲಯ ಮತ್ತು ಸಂಶೋಧನಾ ಸಂಸ್ಥೆ, ಹುಬ್ಬಳ್ಳಿ) ನಿರ್ದೇಶಕರ ಕಾರ್ಯಾಲಯ ಕರ್ನಾಟಕ ವೈದ್ಯಕೀಯ ಮಹಾವಿದ್ಯಾಲಯ ಮತ್ತು ಸಂಶೋಧನಾ ಸಂಸ್ಥೆ ಹುಬ್ಬಳ್ಳಿ ನಂ. ಕಿಎಂಸಿಆರ್‌ಐ/ಸಿ.ಕಾ/ಟೆಂಡರ/2026–27/ ದಿನಾಂಕ: 15–04–2026 ‘ಇ’ – ಟೆಂಡರ ಪ್ರಕಟಣೆ ನಿರ್ದೇಶಕರು, ಕರ್ನಾಟಕ ವೈದ್ಯಕೀಯ ಮಹಾವಿದ್ಯಾಲಯ ಮತ್ತು ಸಂಶೋಧನಾ ಸಂಸ್ಥೆ ಹುಬ್ಬಳ್ಳಿ ಇವರು ಕರ್ನಾಟಕ ಲೋಕೋಪಯೋಗಿ ಬಂದರು ಮತ್ತು ಒಳನಾಡು ಜಲಸಾರಿಗೆ ಇಲಾಖೆ (ಪಿಡಬ್ಲ್ಯುಡಿ) ಯಲ್ಲಿ ಸೂಕ್ತ ದರ್ಜೆಯಲ್ಲಿ ಗುತ್ತಿಗೆದಾರರೆಂದು ನೋಂದಾಯಿಸಿದ ಗುತ್ತಿಗೆದಾರರಿಂದ ಈ ಕೆಳಗೆ ಕಾಣಿಸಿದ ಕಾಮಗಾರಿಗೆ "ಇ ಪ್ರೊಕ್ಯೂರ್‌ಮೆಂಟ್" ಮುಖಾಂತರ ಪ್ರತ್ಯೇಕವಾಗಿ ಟೆಂಡರನ್ನು ಆಹ್ವಾನಿಸಿದ್ದಾರೆ. ಕ್ರ. ಸಂ. ಕಾಮಗಾರಿ ಹೆಸರು ಟೆಂಡರಗೆ ಇಟ್ಟ ಅಂದಾಜು ಮೊತ್ತ ರೂ. ಟೆಂಡರ ಫಾರಂ ಬೆಲೆ ರೂ. ಮುಂಗಡ ಠೇವಣಿ ಹಣ ರೂ. ಕಾಲಮಿತಿ (ಮಳೆಗಾಲ ಸಹಿತ) ಅರ್ಹ ಗುತ್ತಿಗೆದಾರರ ದರ್ಜೆ ವರ್ಗ (Category) 1 ಕೆ.ಎಂ.ಸಿ.ಆರ್.ಐ ಆವರಣದಲ್ಲಿಯ ಮುಖ್ಯ ಆಸ್ಪತ್ರೆ ಕಟ್ಟಡದ ಎರಡನೇ ಮಹಡಿ (201–205) ಮತ್ತು ಮೂರನೇ ಮಹಡಿ (301–305) ವಾರ್ಡಗಳ ದುರಸ್ತಿ ಮತ್ತು ನವೀಕರಣ ಕಾಮಗಾರಿ. 72,60,000.00 ಇ ಪೋರ್ಟಲ್ ಪ್ರಕಾರ 72,600.00 6 ತಿಂಗಳು 3ನೇ ದರ್ಜೆ ಹಾಗೂ ಮೇಲಿನ ದರ್ಜೆ ಸಾಮಾನ್ಯ 2 ಕೆ.ಎಂ.ಸಿ.ಆರ್.ಐ ಆವರಣದಲ್ಲಿಯ ಮುಖ್ಯ ಕಟ್ಟಡದ ದುರಸ್ತಿ ಕಾಮಗಾರಿ. 16,95,000.00 ಇ ಪೋರ್ಟಲ್ ಪ್ರಕಾರ 42,375.00 3 ತಿಂಗಳು 4ನೇ ದರ್ಜೆ ಹಾಗೂ ಮೇಲಿನ ದರ್ಜೆ ಸಾಮಾನ್ಯ ಟೆಂಡರ್ ದಸ್ತಾವೇಜುಗಳನ್ನು ದಿನಾಂಕ: 16–04–2026 ರಿಂದ ವೆಬ್‌ಸೈಟ್ https://kppp.karnataka.gov.in ನಲ್ಲಿ ಪಡೆಯಬಹುದು. ಟೆಂಡರ್ ಸಲ್ಲಿಸಲು ಕೊನೆಯ ದಿನಾಂಕ: 24–04–2026 ಸಂಜೆ 5.00. ದೂರವಾಣಿ ಸಂಖ್ಯೆ: 080–25501216/25501217. ಸಹಿ/– ನಿರ್ದೇಶಕರು, ಕಿ.ಎಂ.ಸಿ.ಆರ್.ಐ, ಹುಬ್ಬಳ್ಳಿ (477, 716, 940, 1046)
table-row: ಹೊಸ ಅಡಿಕೆ : 445 - 485 (706, 1085, 809, 1094)
public-notice-ad: ಸಾರ್ವಜನಿಕರ ಗಮನಕ್ಕೆ ನನ್ನ ಕಕ್ಷಿದಾರರಾದ ಬಂಟ್ವಾಳ ತಾಲೂಕು ಬಡಗ ಕಜೆಕಾರು ಗ್ರಾಮದ ವಿಮಲ ಪೂಜಾರಿ ಅವರ ಪತ್ನಿ ಶ್ರೀಮತಿ ಜಾನಕಿಯವರಿಗೆ ಬಂಟ್ವಾಳ ತಾಲೂಕು ಕಚೇರಿಯಿಂದ ದಿನಾಂಕ: 17.06.2005 ರಲ್ಲಿ ದೊರಕಿರುವ ಸಾಗುವಳಿ ಚೀಟಿ ನಂಬ್ರ ADis. NCRSR:210/1991-2000 ಮೂಲ ಸಾಗುವಳಿ ಚೀಟಿ ದಾಖಲೆಗಳು ಕಳೆದು ಹೋಗಿರುತ್ತದೆ. ಈ ಬಗ್ಗೆ ಯಾರಿಗಾದರೂ ಆಕ್ಷೇಪಣೆಗಳಿದ್ದಲ್ಲಿ ಇಂದಿನಿಂದ 15 ದಿನಗಳ ಒಳಗಾಗಿ ನನಗೆ ತಿಳಿಸತಕ್ಕದ್ದು. ಸಹಿ/- ರಾಜೇಂದ್ರ ಕೆ.ಜಿ. ನೋಟರಿ ವಕೀಲರು, ಬಿ.ಸಿ.ರೋಡು ಫೋನ್: 08255-232844 (27, 856, 135, 1046)
obituaries-heading: ನಿಧನ ಸುದ್ದಿ (45, 106, 108, 126)
table-row: ಡಬಲ್ ಅಡಿಕೆ : 530 - 555 (706, 1095, 809, 1105)
section-title: ಪ್ರಾದೇಶಿಕ (310, 38, 401, 73)
